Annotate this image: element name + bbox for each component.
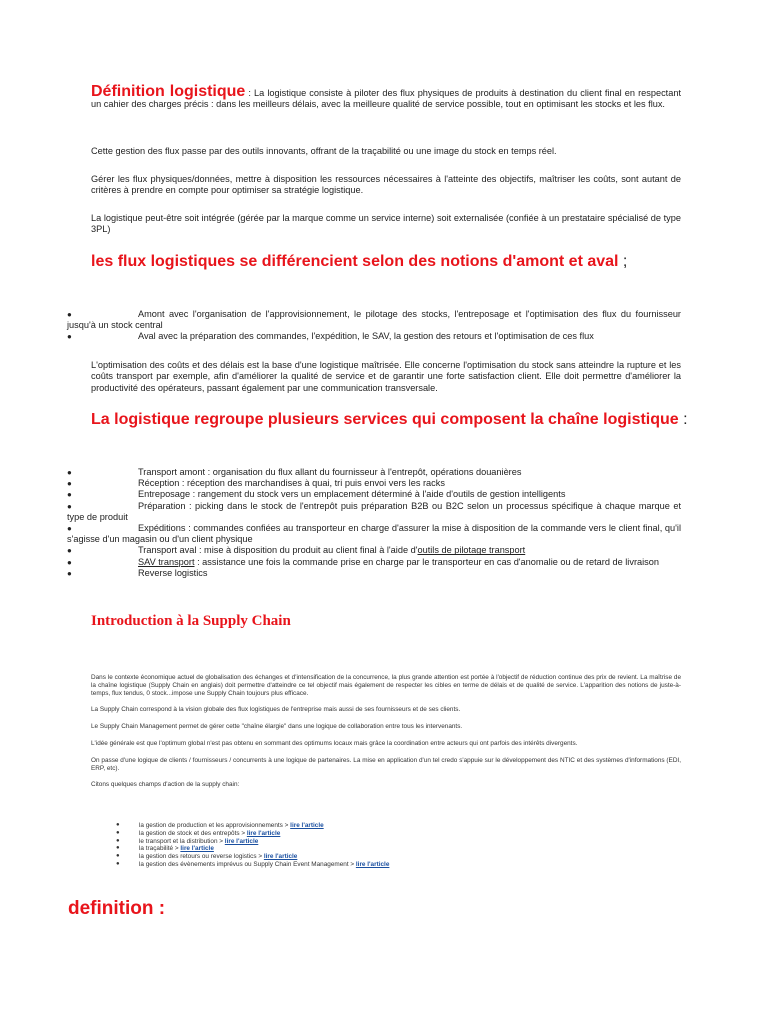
list-item: ● SAV transport : assistance une fois la commande prise en charge par le transporteur en cas d'anomalie ou de retard de livraison: [67, 556, 659, 567]
services-heading-block: [91, 410, 691, 429]
list-item: ● Expéditions : commandes confiées au transporteur en charge d'assurer la mise à disposition de la commande vers le client final, qu'il s'agisse d'un magasin ou d'un client physique: [67, 523, 681, 545]
services-heading: [91, 410, 691, 429]
lire-article-link[interactable]: lire l'article: [246, 829, 281, 837]
item-text: avec la préparation des commandes, l'expédition, le SAV, la gestion des retours et l'optimisation de ces flux: [155, 331, 594, 342]
list-item: ● le transport et la distribution > lire l'article: [116, 837, 259, 845]
supply-paragraph: Dans le contexte économique actuel de globalisation des échanges et d'intensification de la concurrence, la plus grande attention est portée à l'objectif de réduction continue des prix de revient. La maîtrise de la chaîne logistique (Supply Chain en anglais) doit permettre d'atteindre ce tel objectif mais également de respecter les cibles en terme de délais et de qualité de service. L'apparition des notions de juste-à-temps, flux tendus, 0 stock...impose une Supply Chain toujours plus efficace.: [91, 674, 681, 697]
list-item: ● la gestion des évènements imprévus ou Supply Chain Event Management > lire l'article: [116, 860, 390, 868]
flux-heading-tail: ;: [618, 253, 628, 270]
list-item: ● la gestion des retours ou reverse logistics > lire l'article: [116, 853, 298, 861]
intro-paragraph: [91, 83, 682, 111]
paragraph-text: Cette gestion des flux passe par des outils innovants, offrant de la traçabilité ou une image du stock en temps réel.: [91, 146, 557, 156]
paragraph-tracabilite: [91, 146, 681, 157]
list-item: [67, 309, 681, 331]
flux-list: [67, 309, 681, 343]
list-item: ● la gestion de production et les approvisionnements > lire l'article: [116, 822, 324, 829]
sav-transport-link[interactable]: SAV transport: [138, 556, 195, 567]
intro-section: [91, 83, 682, 111]
lire-article-link[interactable]: lire l'article: [224, 837, 259, 845]
list-item: ● Transport amont : organisation du flux allant du fournisseur à l'entrepôt, opérations douanières: [67, 467, 522, 477]
supply-paragraph: L'idée générale est que l'optimum global n'est pas obtenu en sommant des optimums locaux mais grâce la coordination entre acteurs qui ont parfois des intérêts divergents.: [91, 739, 578, 747]
flux-heading: [91, 252, 691, 271]
paragraph-text: Gérer les flux physiques/données, mettre à disposition les ressources nécessaires à l'atteinte des objectifs, maîtriser les coûts, sont autant de critères à prendre en compte pour optimiser sa stratégie logistique.: [91, 174, 681, 196]
supply-heading: Introduction à la Supply Chain: [91, 613, 291, 629]
list-item: ● Transport aval : mise à disposition du produit au client final à l'aide d'outils de pilotage transport: [67, 545, 526, 556]
bullet-icon: ●: [67, 490, 72, 500]
bullet-icon: ●: [67, 501, 72, 511]
supply-heading-block: [91, 613, 681, 630]
services-heading-text: La logistique regroupe plusieurs services qui composent la chaîne logistique: [91, 411, 679, 428]
supply-paragraph: Le Supply Chain Management permet de gérer cette "chaîne élargie" dans une logique de collaboration entre tous les intervenants.: [91, 723, 463, 731]
supply-paragraph: Citons quelques champs d'action de la supply chain:: [91, 781, 240, 789]
paragraph-text: L'optimisation des coûts et des délais est la base d'une logistique maîtrisée. Elle concerne l'optimisation du stock sans atteindre la rupture et les coûts transport par exemple, afin d'améliorer la qualité de service et de garantir une forte satisfaction client. Elle doit permettre d'améliorer la productivité des opérateurs, passant également par une communication transversale.: [91, 360, 681, 393]
bullet-icon: ●: [116, 837, 120, 844]
bullet-icon: ●: [67, 546, 72, 556]
bullet-icon: ●: [116, 829, 120, 836]
services-list: [67, 467, 681, 579]
bottom-definition-heading: definition :: [68, 898, 166, 919]
services-heading-tail: :: [678, 411, 688, 428]
list-item: ● la gestion de stock et des entrepôts > lire l'article: [116, 829, 281, 837]
paragraph-text: La logistique peut-être soit intégrée (gérée par la marque comme un service interne) soit externalisée (confiée à un prestataire spécialisé de type 3PL): [91, 213, 681, 235]
supply-paragraph: La Supply Chain correspond à la vision globale des flux logistiques de l'entreprise mais aussi de ses fournisseurs et de ses clients.: [91, 706, 461, 714]
intro-text: : La logistique consiste à piloter des flux physiques de produits à destination du client final en respectant un cahier des charges précis : dans les meilleurs délais, avec la meilleure qualité de service possible, tout en optimisant les stocks et les flux.: [91, 88, 682, 110]
lire-article-link[interactable]: lire l'article: [290, 822, 324, 829]
definition-title: Définition logistique: [91, 83, 246, 100]
bullet-icon: ●: [67, 524, 72, 534]
flux-heading-block: [91, 252, 691, 271]
lire-article-link[interactable]: lire l'article: [263, 853, 298, 861]
item-text: avec l'organisation de l'approvisionnement, le pilotage des stocks, l'entreposage et l'optimisation des flux du fournisseur jusqu'à un stock central: [67, 309, 681, 331]
bullet-icon: ●: [116, 853, 120, 860]
supply-paragraphs: [91, 674, 681, 789]
bullet-icon: ●: [116, 845, 120, 852]
bullet-icon: ●: [67, 568, 72, 578]
flux-heading-text: les flux logistiques se différencient selon des notions d'amont et aval: [91, 253, 619, 270]
list-item: ● Réception : réception des marchandises à quai, tri puis envoi vers les racks: [67, 478, 445, 489]
bullet-icon: ●: [116, 860, 120, 867]
lire-article-link[interactable]: lire l'article: [355, 860, 390, 868]
supply-list: [116, 822, 536, 869]
outils-pilotage-link[interactable]: outils de pilotage transport: [417, 545, 526, 556]
list-item: ● Préparation : picking dans le stock de l'entrepôt puis préparation B2B ou B2C selon un processus spécifique à chaque marque et type de produit: [67, 500, 681, 522]
bullet-icon: ●: [116, 822, 120, 828]
bullet-icon: ●: [67, 332, 72, 342]
bullet-icon: ●: [67, 310, 72, 319]
item-label: Amont: [138, 309, 165, 319]
paragraph-flux-physiques: [91, 174, 681, 197]
paragraph-integree: [91, 213, 681, 236]
item-label: Aval: [138, 331, 156, 342]
list-item: [67, 331, 681, 342]
paragraph-optimisation: [91, 360, 681, 394]
list-item: ● Entreposage : rangement du stock vers un emplacement déterminé à l'aide d'outils de gestion intelligents: [67, 489, 566, 500]
bullet-icon: ●: [67, 468, 72, 477]
bullet-icon: ●: [67, 479, 72, 489]
supply-paragraph: On passe d'une logique de clients / fournisseurs / concurrents à une logique de partenaires. La mise en application d'un tel credo s'appuie sur le développement des NTIC et des systèmes d'informations (EDI, ERP, etc).: [91, 756, 681, 772]
list-item: ● Reverse logistics: [67, 567, 208, 578]
bullet-icon: ●: [67, 557, 72, 567]
list-item: ● la traçabilité > lire l'article: [116, 845, 214, 853]
lire-article-link[interactable]: lire l'article: [180, 845, 214, 853]
